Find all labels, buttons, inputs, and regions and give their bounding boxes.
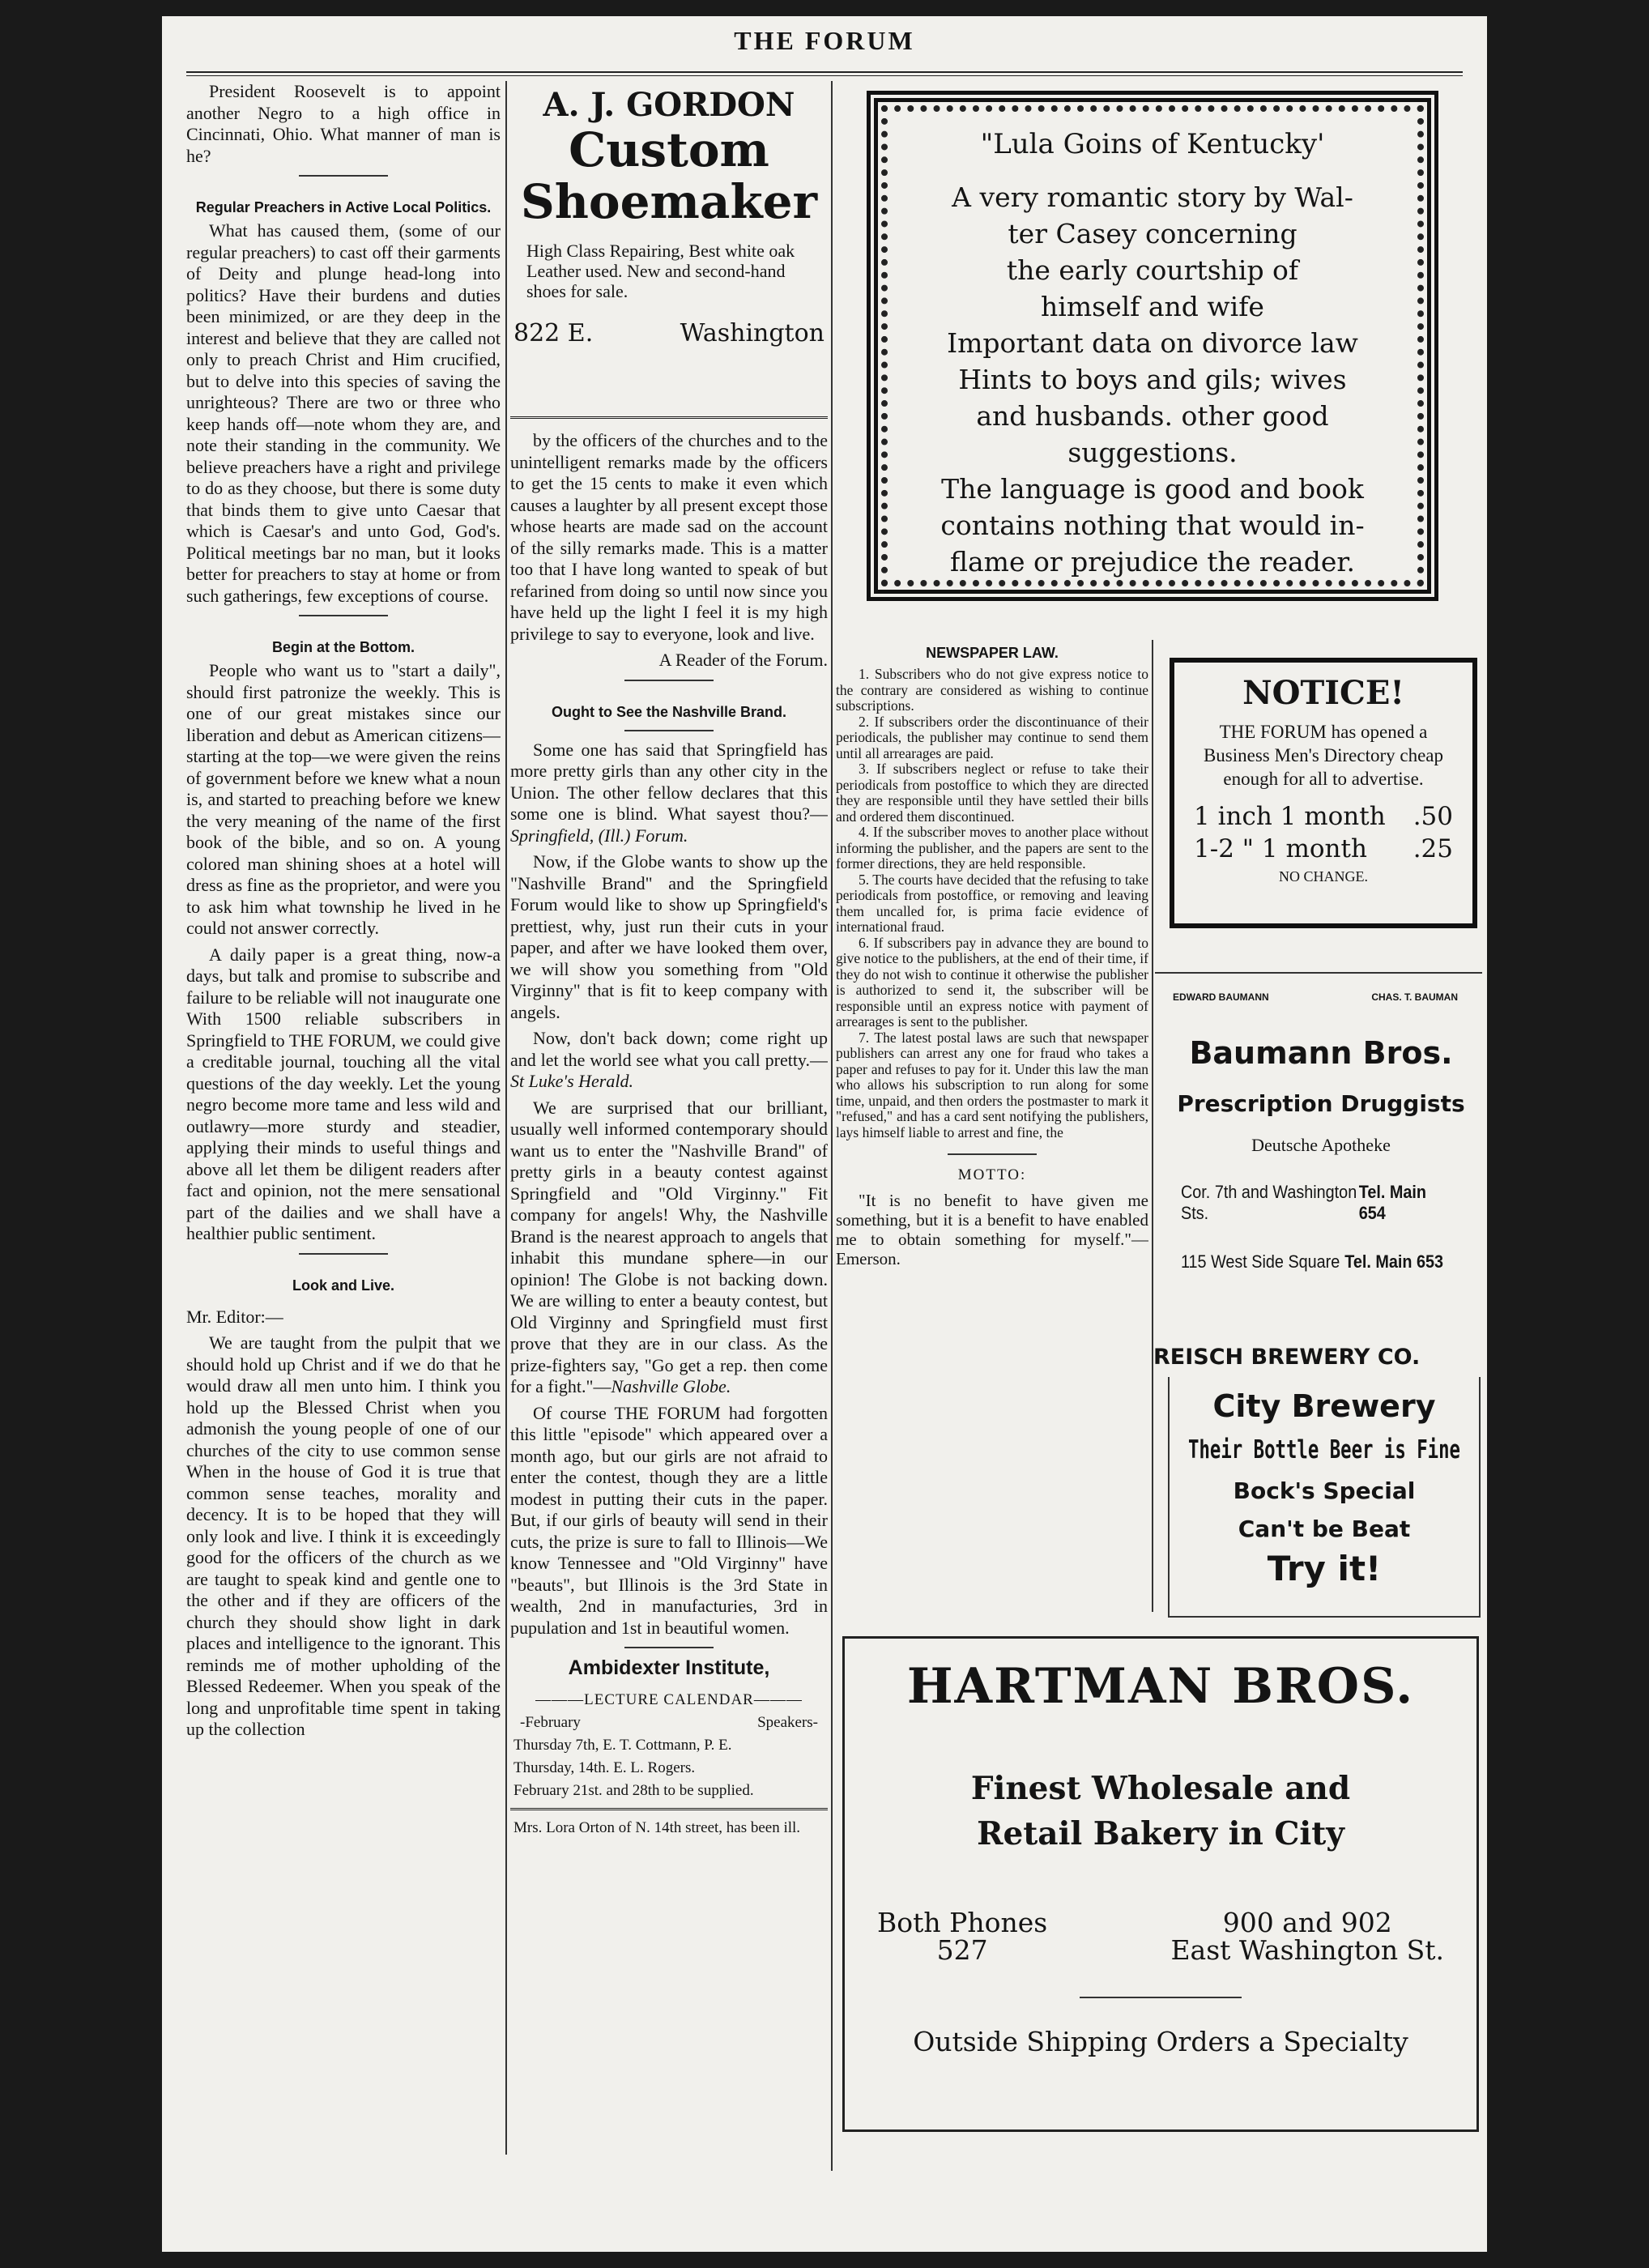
lecture-month: -February	[520, 1714, 581, 1731]
law-rule-7: 7. The latest postal laws are such that newspaper publishers can arrest any one for fraud who takes a paper and refuses to pay for it. Under this law the man who allows his subscription to run along for some time, unpaid, and then orders the postmaster to mark it "refused," and has a card sent notifying the publishers, lays himself liable to arrest and fine, the	[836, 1029, 1148, 1140]
rate-price: .25	[1413, 834, 1453, 863]
brewery-ad	[1155, 1345, 1487, 1624]
gordon-line2: Shoemaker	[520, 174, 818, 229]
brewery-name: REISCH BREWERY CO.	[1153, 1345, 1421, 1370]
notice-text: THE FORUM has opened a Business Men's Directory cheap enough for all to advertise.	[1203, 722, 1444, 789]
law-rule-2: 2. If subscribers order the discontinuance of their periodicals, the publisher may continue to send them until all arrearages are paid.	[836, 713, 1148, 761]
column-divider-2	[831, 81, 833, 2171]
notice-no-change: NO CHANGE.	[1279, 868, 1368, 885]
lula-title: "Lula Goins of Kentucky'	[980, 128, 1325, 160]
law-rule-4: 4. If the subscriber moves to another place without informing the publisher, and the papers are sent to the former directions, they are held responsible.	[836, 824, 1148, 872]
address-street: East Washington St.	[1170, 1934, 1444, 1966]
rate-label: 1-2 " 1 month	[1194, 834, 1367, 863]
baumann-partner-2: CHAS. T. BAUMAN	[1371, 991, 1458, 1003]
letter-salutation: Mr. Editor:—	[186, 1306, 283, 1327]
notice-rate-2	[1194, 834, 1453, 863]
hartman-contact	[877, 1909, 1444, 1964]
gordon-ad	[510, 86, 828, 419]
month: February	[525, 1714, 581, 1731]
baumann-german: Deutsche Apotheke	[1251, 1135, 1391, 1155]
notice-ad	[1170, 658, 1477, 928]
brewery-box	[1168, 1377, 1481, 1618]
article-heading-look: Look and Live.	[292, 1277, 395, 1294]
rate-label: 1 inch 1 month	[1194, 802, 1386, 831]
baumann-ad	[1165, 991, 1477, 1332]
gordon-address	[513, 319, 824, 347]
divider	[624, 1647, 714, 1648]
gordon-line1: Custom	[569, 122, 769, 177]
lula-line: himself and wife	[1041, 291, 1264, 322]
baumann-partners	[1165, 991, 1477, 1003]
hartman-phones	[877, 1909, 1047, 1964]
article-text-nashville-2: Now, if the Globe wants to show up the "Nashville Brand" and the Springfield Forum would like to show up Springfield's prettiest, why, just run their cuts in your paper, and after we have looked them over, we will show you something from "Old Virginny" that is fit to keep company with angels.	[510, 851, 828, 1022]
divider	[624, 730, 714, 731]
column-2	[510, 81, 828, 2236]
hartman-footer: Outside Shipping Orders a Specialty	[913, 2026, 1408, 2057]
brewery-line-3: Bock's Special	[1233, 1477, 1416, 1504]
text: Some one has said that Springfield has more pretty girls than any other city in the Union. The other fellow declares that this some one is blind. What sayest thou?—	[510, 739, 828, 824]
baumann-partner-1: EDWARD BAUMANN	[1173, 991, 1269, 1003]
gordon-name: A. J. GORDON	[543, 86, 795, 124]
hartman-line-1: Finest Wholesale and	[970, 1770, 1351, 1807]
phone-number: 527	[936, 1934, 988, 1966]
lula-line: ter Casey concerning	[1008, 218, 1297, 249]
article-heading-nashville: Ought to See the Nashville Brand.	[551, 703, 787, 720]
baumann-addr-2	[1181, 1251, 1443, 1273]
brewery-line-5: Try it!	[1267, 1549, 1382, 1588]
article-text-nashville-4	[510, 1098, 828, 1398]
article-text-bottom-2: A daily paper is a great thing, now-a days, but talk and promise to subscribe and failure to be reliable will not inaugurate one With 1500 reliable subscribers in Springfield to THE FORUM, we could give a creditable journal, touching all the vital questions of the day weekly. Let the young negro become more tame and less wild and outlawry—more sturdy and steadier, applying their minds to useful things and above all let them be diligent readers after fact and opinion, not the mere sensational part of the dailies and we shall have a healthier public sentiment.	[186, 944, 501, 1243]
source: Springfield, (Ill.) Forum.	[510, 825, 688, 846]
telephone: Tel. Main 653	[1344, 1251, 1443, 1272]
article-text-look: We are taught from the pulpit that we should hold up Christ and if we do that he would draw all men unto him. I think you hold up the Blessed Christ when you admonish the young people of one of our churches of the city to use common sense When in the house of God it is true that common sense teaches, morality and decency. It is to be hoped that they will only look and live. I think it is exceedingly good for the officers of the church as we are taught to speak kind and gentle one to the other and if they are officers of the church they should show light in dark places and intelligence to the ignorant. This reminds me of mother upholding of the Blessed Redeemer. When you speak of the long and unprofitable time spent in taking up the collection	[186, 1332, 501, 1739]
column-1	[186, 81, 501, 2236]
newspaper-law-title: NEWSPAPER LAW.	[926, 645, 1059, 661]
address-number: 900 and 902	[1222, 1907, 1392, 1938]
article-text-nashville-3	[510, 1028, 828, 1093]
lecture-entry-3: February 21st. and 28th to be supplied.	[513, 1782, 754, 1799]
lecture-speakers: Speakers-	[757, 1714, 818, 1731]
gordon-body: High Class Repairing, Best white oak Leather used. New and second-hand shoes for sale.	[526, 241, 795, 301]
baumann-sub: Prescription Druggists	[1177, 1090, 1465, 1117]
lecture-entry-1: Thursday 7th, E. T. Cottmann, P. E.	[513, 1737, 732, 1754]
article-text-bottom-1: People who want us to "start a daily", should first patronize the weekly. This is one of our great mistakes since our liberation and debut as American citizens—starting at the top—we were given the reins of government before we knew what a noun is, and started to preaching before we knew the very meaning of the name of the first book of the bible, and so on. A young colored man shining shoes at a hotel will dress as fine as the proprietor, and were you to ask him what township he lived in he could not answer correctly.	[186, 660, 501, 938]
speakers: Speakers	[757, 1714, 813, 1731]
lula-line: flame or prejudice the reader.	[949, 546, 1356, 578]
notice-rule	[1155, 972, 1482, 974]
lula-line: A very romantic story by Wal-	[952, 181, 1353, 213]
brewery-line-2: Their Bottle Beer is Fine	[1188, 1435, 1460, 1464]
hartman-name: HARTMAN BROS.	[906, 1658, 1415, 1715]
lula-line: Hints to boys and gils; wives	[958, 364, 1347, 395]
letter-signature: A Reader of the Forum.	[658, 650, 828, 670]
article-heading-preachers: Regular Preachers in Active Local Politics.	[195, 199, 492, 215]
newspaper-law-column	[836, 645, 1148, 1601]
source: Nashville Globe.	[611, 1376, 731, 1396]
text: We are surprised that our brilliant, usually well informed contemporary should want us to enter the "Nashville Brand" of pretty girls in a beauty contest against Springfield and "Old Virginny." Fit company for angels! Why, the Nashville Brand is the nearest approach to angels that inhabit this mundane sphere—in our opinion! The Globe is not backing down. We are willing to enter a beauty contest, but Old Virginny and Springfield must first prove that they are in our class. As the prize-fighters say, "Go get a rep. then come for a fight."—	[510, 1097, 828, 1396]
hartman-rule	[1080, 1997, 1242, 1998]
roosevelt-item: President Roosevelt is to appoint another Negro to a high office in Cincinnati, Ohio. What manner of man is he?	[186, 81, 501, 166]
lula-content	[902, 126, 1403, 580]
telephone: Tel. Main 654	[1358, 1182, 1427, 1223]
column-divider-1	[505, 81, 507, 2155]
notice-rate-1	[1194, 802, 1453, 831]
law-rule-6: 6. If subscribers pay in advance they are bound to give notice to the publishers, at the end of their time, if they do not wish to continue it otherwise the publisher is authorized to send it, the subscriber will be responsible until an express notice with payment of arrearages is sent to the publisher.	[836, 934, 1148, 1030]
personal-notice: Mrs. Lora Orton of N. 14th street, has been ill.	[513, 1819, 801, 1836]
divider	[299, 1253, 388, 1255]
address: Cor. 7th and Washington Sts.	[1181, 1182, 1357, 1223]
lula-line: suggestions.	[1067, 437, 1238, 468]
law-rule-1: 1. Subscribers who do not give express notice to the contrary are considered as wishing to continue subscriptions.	[836, 666, 1148, 714]
law-rule-5: 5. The courts have decided that the refusing to take periodicals from postoffice, or removing and leaving them uncalled for, is prima facie evidence of international fraud.	[836, 871, 1148, 935]
lecture-columns	[520, 1714, 818, 1732]
lula-line: and husbands. other good	[976, 400, 1329, 432]
article-text-nashville-5: Of course THE FORUM had forgotten this little "episode" which appeared over a month ago, but our girls are not afraid to enter the contest, though they are a little modest in putting their cuts in the paper. But, if our girls of beauty will send in their cuts, the prize is sure to fall to Illinois—We know Tennessee and "Old Virginny" have "beauts", but Illinois is the 3rd State in wealth, 2nd in manufacturies, 3rd in pupulation and 1st in beautiful women.	[510, 1402, 828, 1638]
article-text-preachers: What has caused them, (some of our regular preachers) to cast off their garments of Deity and plunge head-long into politics? Have their burdens and duties been minimized, or are they deep in the interest and believe that they are called not only to preach Christ and Him crucified, but to delve into this species of saving the unrighteous? There are two or three who keep hands off—note whom they are, and note their standing in the community. We believe preachers have a right and privilege to do as they choose, but there is some duty that binds them to give unto Caesar that which is Caesar's and unto God, God's. Political meetings bar no man, but it looks better for preachers to stay at home or from such gatherings, few exceptions of course.	[186, 220, 501, 606]
baumann-addr-1	[1181, 1182, 1443, 1224]
divider	[948, 1153, 1037, 1155]
article-text-look-cont: by the officers of the churches and to the unintelligent remarks made by the officers to get the 15 cents to make it even which causes a laughter by all present except those whose hearts are made sad on the account of the silly remarks made. This is a matter too that I have long wanted to speak of but refarined from doing so until now since you have held up the light I feel it is my high privilege to say to everyone, look and live.	[510, 430, 828, 644]
lula-line: Important data on divorce law	[947, 327, 1358, 359]
motto-text: "It is no benefit to have given me something, but it is a benefit to have enabled me to obtain something for myself."—Emerson.	[836, 1191, 1148, 1268]
hartman-ad	[842, 1636, 1479, 2132]
hartman-line-2: Retail Bakery in City	[977, 1815, 1344, 1852]
lecture-entry-2: Thursday, 14th. E. L. Rogers.	[513, 1759, 696, 1776]
masthead: THE FORUM	[734, 26, 915, 55]
notice-body	[1189, 720, 1458, 791]
article-text-nashville-1	[510, 740, 828, 847]
article-heading-bottom: Begin at the Bottom.	[272, 639, 415, 655]
lula-line: contains nothing that would in-	[940, 509, 1365, 541]
lecture-calendar: ———LECTURE CALENDAR———	[535, 1691, 803, 1708]
text: Now, don't back down; come right up and let the world see what you call pretty.—	[510, 1028, 828, 1070]
brewery-line-4: Can't be Beat	[1238, 1516, 1411, 1542]
divider	[624, 680, 714, 681]
gordon-addr-num: 822 E.	[513, 319, 594, 347]
brewery-line-1: City Brewery	[1212, 1388, 1436, 1424]
lula-line: the early courtship of	[1006, 254, 1299, 286]
notice-title: NOTICE!	[1242, 674, 1404, 712]
hartman-address	[1170, 1909, 1444, 1964]
law-rule-3: 3. If subscribers neglect or refuse to take their periodicals from postoffice to which they are directed they are responsible until they have settled their bills and ordered them discontinued.	[836, 761, 1148, 825]
lula-line: The language is good and book	[941, 473, 1364, 505]
lula-goins-ad	[867, 91, 1438, 601]
motto-title: MOTTO:	[957, 1166, 1027, 1183]
masthead-rule	[186, 71, 1463, 76]
address: 115 West Side Square	[1181, 1251, 1340, 1272]
lecture-title: LECTURE CALENDAR	[584, 1691, 754, 1708]
column-divider-3	[1152, 640, 1153, 1612]
baumann-name: Baumann Bros.	[1189, 1035, 1453, 1071]
phones-label: Both Phones	[877, 1907, 1048, 1938]
ambidexter-title: Ambidexter Institute,	[568, 1656, 770, 1679]
ambidexter-rule	[510, 1808, 828, 1813]
newspaper-page	[162, 16, 1487, 2252]
divider	[299, 175, 388, 177]
gordon-addr-street: Washington	[680, 319, 824, 347]
divider	[299, 615, 388, 616]
rate-price: .50	[1413, 802, 1453, 831]
source: St Luke's Herald.	[510, 1071, 633, 1091]
